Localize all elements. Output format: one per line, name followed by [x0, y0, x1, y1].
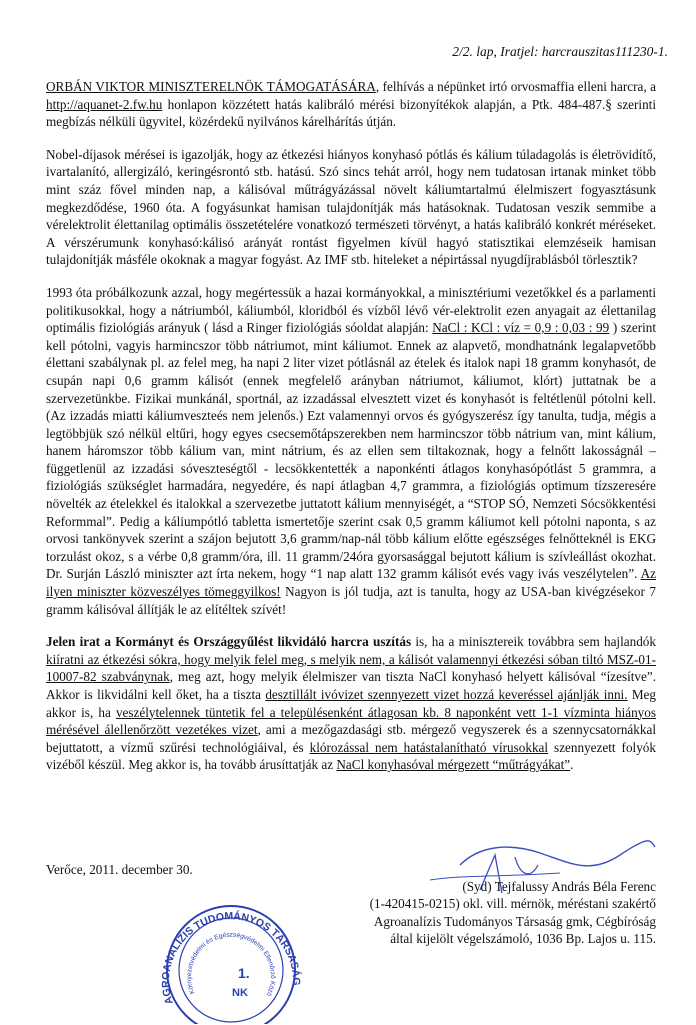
call-text-c: Meg akkor is, ha — [46, 687, 656, 720]
intro-before-link: , felhívás a népünket irtó orvosmaffia elleni harcra, a — [375, 79, 656, 94]
call-text-a: is, ha a minisztereik továbbra sem hajlandók — [411, 634, 656, 650]
danger-statement: Az ilyen miniszter közveszélyes tömeggyilkos! — [46, 566, 656, 600]
intro-title: ORBÁN VIKTOR MINISZTERELNÖK TÁMOGATÁSÁRA — [46, 79, 376, 94]
ringer-text-c: Nagyon is jól tudja, azt is tanulta, hogy az USA-ban kivégzésekor 7 gramm kálisóval állítják le az elítéltek szívét! — [46, 584, 656, 617]
call-text-d: , ami a mezőgazdasági stb. mérgező vegyszerek és a szennycsatornákkal bejuttatott, a vízmű szűrési technológiáival, és — [46, 722, 656, 755]
stamp-inner-text: Környezetvédelmi és Egészségvédelmi Ellenőrző Közö — [185, 931, 277, 998]
signature-block — [316, 878, 656, 948]
nobel-paragraph: Nobel-díjasok mérései is igazolják, hogy az étkezési hiányos konyhasó pótlás és kálium túladagolás is életrövidítő, ivartalanító, allergizáló, keringésrontó stb. hatású. Szó sincs tehát arról, hogy nem tudatosan irtanak minket több mint száz fővel minden nap, a kálisóval műtrágyázással növelt káliumtartalmú élelmiszert fogyasztásunk megkezdődése, 1960 óta. A fogyásunkat hamisan tulajdonítják más hatásoknak. Tudatosan veszik semmibe a vérelektrolit élettanilag optimális összetételére vonatkozó természeti törvényt, a hatás kalibráló konkrét méréseket. A vérszérumunk konyhasó:kálisó arányát rontást figyelmen kívül hagyó statisztikai elemzéseik hamisan tulajdonítják másféle okoknak a magyar fogyást. Az IMF stb. hiteleket a népirtással nyugdíjrablásból törlesztik? — [46, 146, 656, 268]
letter-body — [46, 78, 656, 789]
call-underline-1: kiíratni az étkezési sókra, hogy melyik felel meg, s melyik nem, a kálisót valamennyi étkezési sóban tiltó MSZ-01-10007-82 szabványnak — [46, 651, 656, 685]
ringer-text-b: ) szerint kell pótolni, vagyis harmincszor több nátriumot, mint káliumot. Ennek az alapvető, mondhatnánk legalapvetőbb élettani szabálynak pl. az felel meg, ha napi 2 liter vizet pótlásnál az ételek és italok napi 18 gramm konyhasót, de csupán napi 0,6 gramm kálisót (ennek megfelelő arányban nátriumot, káliumot, klórt) juttatnak be a szervezetünkbe. Fizikai munkánál, sportnál, az izzadással elvesztett vizet és konyhasót is feltétlenül pótolni kell. (Az izzadás miatti káliumveszteés nem jelenős.) Ezt valamennyi orvos és gyógyszerész így tanulta, tudja, mégis a legtöbbjük szó nélkül eltűri, hogy egyes csecsemőtápszerekben nem harmincszor több nátrium van, mint kálium, hanem háromszor több kálium van, mint nátrium, és az ellen sem tiltakoznak, hogy a felnőtt lakosságnál – függetlenül az izzadási sóveszteségtől - lecsökkentették a naponkénti átlagos konyhasópótlást 5 grammra, a fiziológiás szükséglet harmadára, negyedére, és napi átlagban 4,7 grammra, a fiziológiás optimum tízszeresére növelték az ételekkel és italokkal a szervezetbe juttatott kálium mennyiségét, a “STOP SÓ, Nemzeti Sócsökkentési Reformmal”. Pedig a káliumpótló tabletta ismertetője szerint csak 0,5 gramm káliumot kell pótolni naponta, s az orvosi tankönyvek szerint a szájon bejutott 3,6 gramm/nap-nál több kálium előtte egészséges felnőtteknél is EKG torzulást okoz, s a vérbe 0,8 gramm/óra, ill. 11 gramm/24óra gyorsasággal bejutott kálium is szívleállást okozhat. Dr. Surján László miniszter azt írta nekem, hogy “1 nap alatt 132 gramm kálisót evés vagy ivás veszélytelen”. — [46, 320, 657, 582]
signature-company: Agroanalízis Tudományos Társaság gmk, Cégbíróság — [373, 913, 656, 929]
call-underline-3: veszélytelennek tüntetik fel a településenként átlagosan kb. 8 naponként vett 1-1 vízminta hiányos mérésével álellenőrzött vezetékes vizet — [46, 704, 656, 738]
call-bold-statement: Jelen irat a Kormányt és Országgyűlést likvidáló harcra uszítás — [46, 634, 412, 650]
call-text-e: szennyezett folyók vizéből készül. Meg akkor is, ha tovább árusíttatják az — [46, 739, 656, 773]
intro-paragraph — [46, 78, 656, 131]
ringer-text-a: 1993 óta próbálkozunk azzal, hogy megértessük a hazai kormányokkal, a minisztériumi vezetőkkel és a parlamenti politikusokkal, hogy a nátriumból, káliumból, kloridból és vízből lévő vér-elektrolit ezen anyagait az élettanilag optimális fiziológiás arányuk ( lásd a Ringer fiziológiás sóoldat alapján: — [46, 284, 656, 336]
website-link[interactable]: http://aquanet-2.fw.hu — [46, 96, 163, 112]
stamp-number: 1. — [238, 965, 250, 981]
signature-address: által kijelölt végelszámoló, 1036 Bp. Lajos u. 115. — [390, 931, 656, 947]
official-stamp — [158, 900, 304, 1024]
stamp-outer-text: AGROANALÍZIS TUDOMÁNYOS TÁRSASÁG — [159, 910, 303, 1006]
page-header: 2/2. lap, Iratjel: harcrauszitas111230-1. — [452, 44, 668, 59]
intro-after-link: honlapon közzétett hatás kalibráló mérési bizonyítékok alapján, a Ptk. 484-487.§ szerinti megbízás nélküli ügyvitel, közérdekű nyilvános kárelhárítás útján. — [46, 96, 656, 130]
signature-name: (Syd) Tejfalussy András Béla Ferenc — [462, 879, 656, 894]
date-line: Verőce, 2011. december 30. — [46, 862, 193, 877]
call-text-b: , meg azt, hogy melyik élelmiszer van tiszta NaCl konyhasó helyett kálisóval “ízesítve”. Akkor is likvidálni kell őket, ha a tiszta — [46, 669, 657, 702]
call-text-f: . — [570, 757, 574, 773]
ringer-paragraph — [46, 284, 656, 618]
call-paragraph — [46, 633, 656, 774]
call-underline-2: desztillált ivóvizet szennyezett vizet hozzá keveréssel ajánlják inni. — [265, 687, 628, 702]
call-underline-4: klórozással nem hatástalanítható vírusokkal — [309, 739, 549, 755]
call-underline-5: NaCl konyhasóval mérgezett “műtrágyákat” — [336, 757, 571, 773]
signature-credentials: (1-420415-0215) okl. vill. mérnök, méréstani szakértő — [369, 896, 656, 912]
stamp-letters: NK — [232, 987, 248, 999]
ratio-formula: NaCl : KCl : víz = 0,9 : 0,03 : 99 — [432, 320, 610, 336]
